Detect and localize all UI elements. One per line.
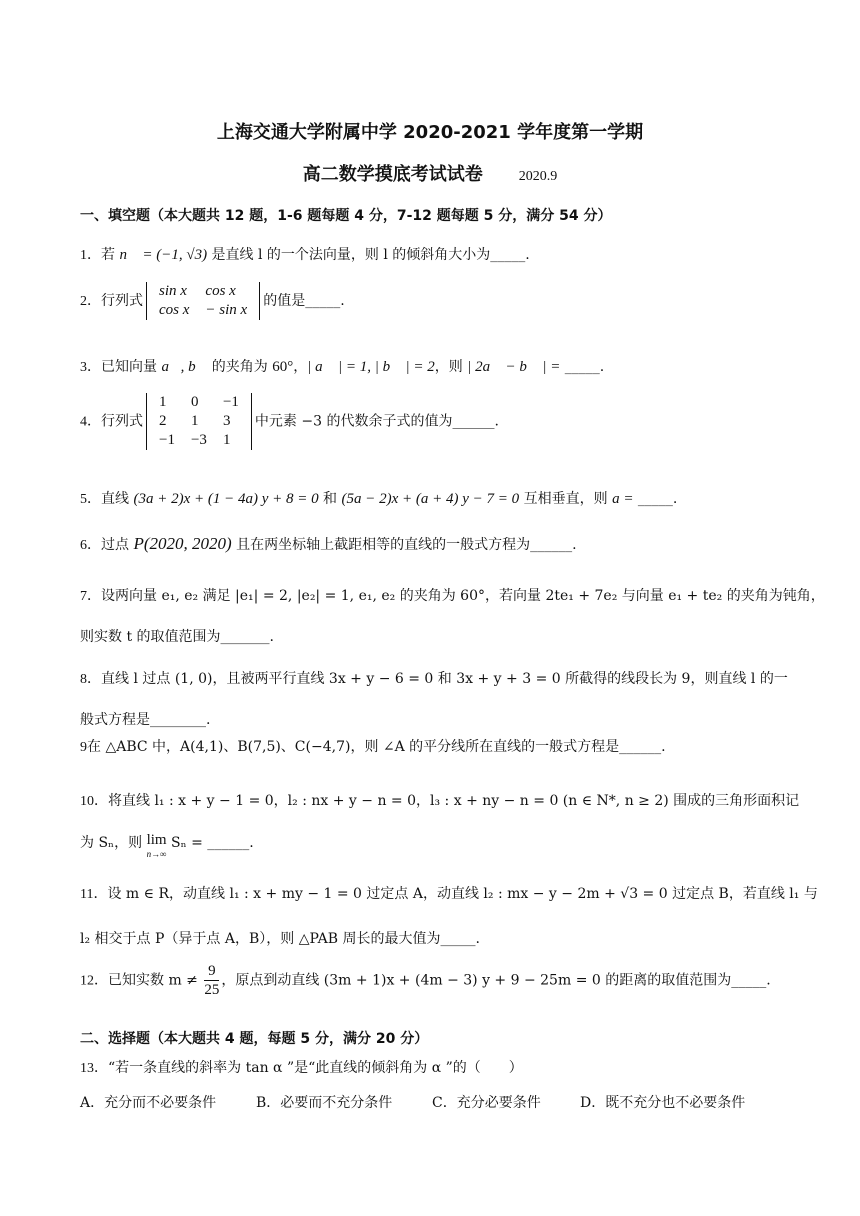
question-text: ， [293, 359, 308, 375]
question-text: 设 m ∈ R，动直线 l₁ : x + my − 1 = 0 过定点 A，动直线 l₂ : mx − y − 2m + √3 = 0 过定点 B，若直线 l₁ 与 [107, 886, 818, 902]
question-text: ，原点到动直线 (3m + 1)x + (4m − 3) y + 9 − 25m = 0 的距离的取值范围为_____. [221, 972, 771, 989]
question-text: ，则 [434, 359, 468, 375]
question-text: 直线 [101, 491, 134, 507]
question-text: 为 Sₙ，则 [80, 835, 147, 851]
question-text: 般式方程是________. [80, 712, 211, 728]
question-text: 已知向量 [101, 359, 162, 375]
question-text: “若一条直线的斜率为 tan α ”是“此直线的倾斜角为 α ”的（ ） [108, 1060, 523, 1076]
exam-title: 上海交通大学附属中学 2020-2021 学年度第一学期 [216, 122, 644, 143]
question-text: 已知实数 m ≠ [108, 972, 203, 989]
question-text: _____. [633, 491, 678, 507]
question-text: 且在两坐标轴上截距相等的直线的一般式方程为______. [231, 537, 577, 553]
exam-subtitle: 高二数学摸底考试试卷 [302, 164, 483, 185]
question-1 [80, 244, 784, 267]
question-10 [80, 780, 800, 861]
question-4 [80, 393, 784, 450]
determinant [146, 393, 252, 450]
question-text: 中元素 −3 的代数余子式的值为______. [254, 413, 499, 430]
matrix-entry: 2 [159, 413, 167, 429]
question-text: 是直线 l 的一个法向量，则 l 的倾斜角大小为_____. [207, 247, 530, 263]
question-number: 13． [80, 1061, 108, 1076]
question-number: 8． [80, 672, 101, 687]
matrix-entry: −1 [159, 432, 175, 448]
question-number: 4． [80, 414, 101, 430]
limit-subscript: n→∞ [146, 849, 167, 859]
math-expression: 60° [272, 359, 294, 375]
matrix-entry: sin x [159, 283, 187, 299]
question-9 [80, 736, 784, 759]
option-a: A．充分而不必要条件 [80, 1095, 217, 1111]
math-expression: a⃗, b⃗ [161, 359, 208, 375]
question-number: 7． [80, 589, 101, 604]
question-3 [80, 356, 784, 379]
question-number: 6． [80, 538, 101, 553]
question-number: 5． [80, 492, 101, 507]
matrix-entry: 1 [190, 413, 199, 429]
fraction [204, 962, 219, 999]
math-expression: (5a − 2)x + (a + 4) y − 7 = 0 [341, 491, 520, 507]
question-text: 的值是_____. [263, 293, 345, 309]
option-d: D．既不充分也不必要条件 [580, 1095, 746, 1111]
question-number: 2． [80, 294, 101, 309]
question-text: 直线 l 过点 (1, 0)，且被两平行直线 3x + y − 6 = 0 和 3x + y + 3 = 0 所截得的线段长为 9，则直线 l 的一 [101, 671, 788, 687]
question-text: 在 △ABC 中，A(4,1)、B(7,5)、C(−4,7)，则 ∠A 的平分线所在直线的一般式方程是______. [87, 739, 666, 755]
matrix-entry: cos x [205, 283, 236, 299]
question-5 [80, 488, 784, 511]
matrix-entry: −1 [222, 394, 239, 410]
section-fill-in-heading: 一、填空题（本大题共 12 题，1-6 题每题 4 分，7-12 题每题 5 分，满分 54 分） [80, 208, 612, 224]
math-expression: a = [612, 491, 634, 507]
exam-subtitle-row [0, 160, 860, 186]
question-text: 行列式 [101, 293, 143, 309]
question-number: 11． [80, 887, 108, 902]
question-text: 行列式 [101, 413, 143, 430]
section-choice-heading: 二、选择题（本大题共 4 题，每题 5 分，满分 20 分） [80, 1031, 429, 1047]
math-expression: | 2a⃗ − b⃗ | = [467, 359, 561, 375]
math-expression: (3a + 2)x + (1 − 4a) y + 8 = 0 [133, 491, 319, 507]
question-6 [80, 533, 784, 557]
question-text: 则实数 t 的取值范围为_______. [80, 629, 274, 645]
question-text: 和 [318, 491, 342, 507]
question-text: Sₙ = ______. [166, 835, 254, 851]
question-text: _____. [560, 359, 605, 375]
math-expression: P(2020, 2020) [133, 534, 232, 553]
option-b: B．必要而不充分条件 [256, 1095, 393, 1111]
question-12 [80, 962, 784, 999]
question-text: 将直线 l₁ : x + y − 1 = 0，l₂ : nx + y − n = 0，l₃ : x + ny − n = 0 (n ∈ N*, n ≥ 2) 围成的三角形面积记 [108, 793, 800, 809]
matrix-entry: cos x [159, 302, 190, 318]
question-text: l₂ 相交于点 P（异于点 A，B），则 △PAB 周长的最大值为_____. [80, 931, 480, 947]
matrix-entry: 1 [159, 394, 167, 410]
question-number: 10． [80, 794, 108, 809]
question-number: 3． [80, 360, 101, 375]
question-text: 的夹角为 [207, 359, 273, 375]
question-7 [80, 576, 825, 657]
question-11 [80, 872, 818, 961]
question-text: 设两向量 e₁, e₂ 满足 |e₁| = 2, |e₂| = 1, e₁, e₂ 的夹角为 60°，若向量 2te₁ + 7e₂ 与向量 e₁ + te₂ 的夹角为钝角， [101, 588, 825, 604]
matrix-entry: 1 [222, 432, 231, 448]
fraction-denominator: 25 [204, 982, 220, 998]
question-text: 若 [101, 247, 120, 263]
question-number: 9 [80, 740, 87, 755]
question-13-options [80, 1092, 800, 1112]
question-8 [80, 659, 788, 740]
matrix-entry: −3 [190, 432, 207, 448]
question-number: 12． [80, 973, 108, 989]
limit-notation [147, 833, 167, 861]
matrix-entry: − sin x [205, 302, 248, 318]
math-expression: n⃗ = (−1, √3) [119, 247, 208, 263]
question-text: 过点 [101, 537, 134, 553]
matrix-entry: 0 [190, 394, 199, 410]
question-number: 1． [80, 248, 101, 263]
matrix-entry: 3 [222, 413, 231, 429]
option-c: C．充分必要条件 [432, 1095, 541, 1111]
exam-date: 2020.9 [518, 169, 558, 184]
math-expression: | a⃗ | = 1, | b⃗ | = 2 [307, 359, 435, 375]
limit-operator: lim [146, 832, 167, 848]
determinant [146, 282, 260, 320]
fraction-numerator: 9 [204, 962, 219, 981]
question-13 [80, 1057, 784, 1080]
question-text: 互相垂直，则 [519, 491, 613, 507]
question-2 [80, 282, 784, 320]
